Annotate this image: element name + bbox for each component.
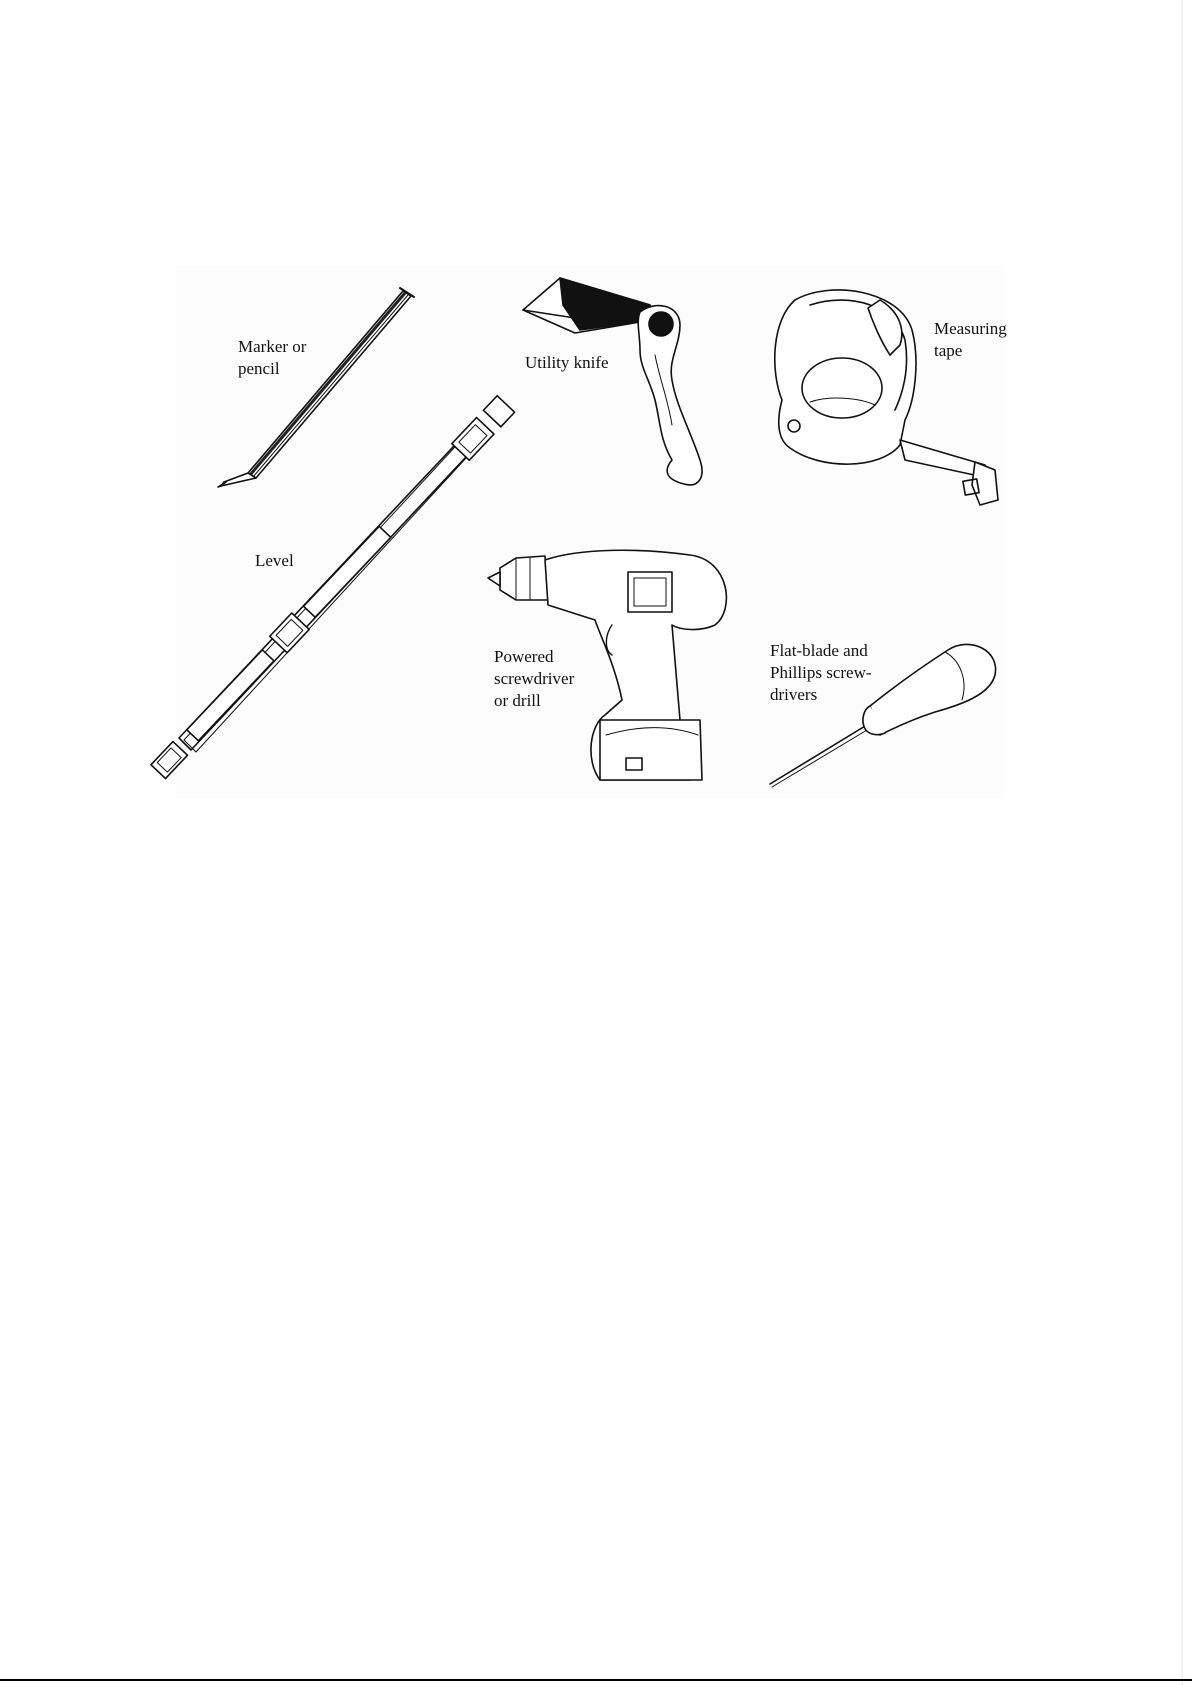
page-bottom-border [0,1679,1192,1681]
label-drill: Powered screwdriver or drill [494,647,575,710]
label-screwdrivers: Flat-blade and Phillips screw- drivers [770,641,872,704]
label-measuring-tape: Measuring tape [934,319,1007,360]
label-marker: Marker or pencil [238,337,307,378]
label-level: Level [255,551,294,570]
label-utility-knife: Utility knife [525,353,609,372]
